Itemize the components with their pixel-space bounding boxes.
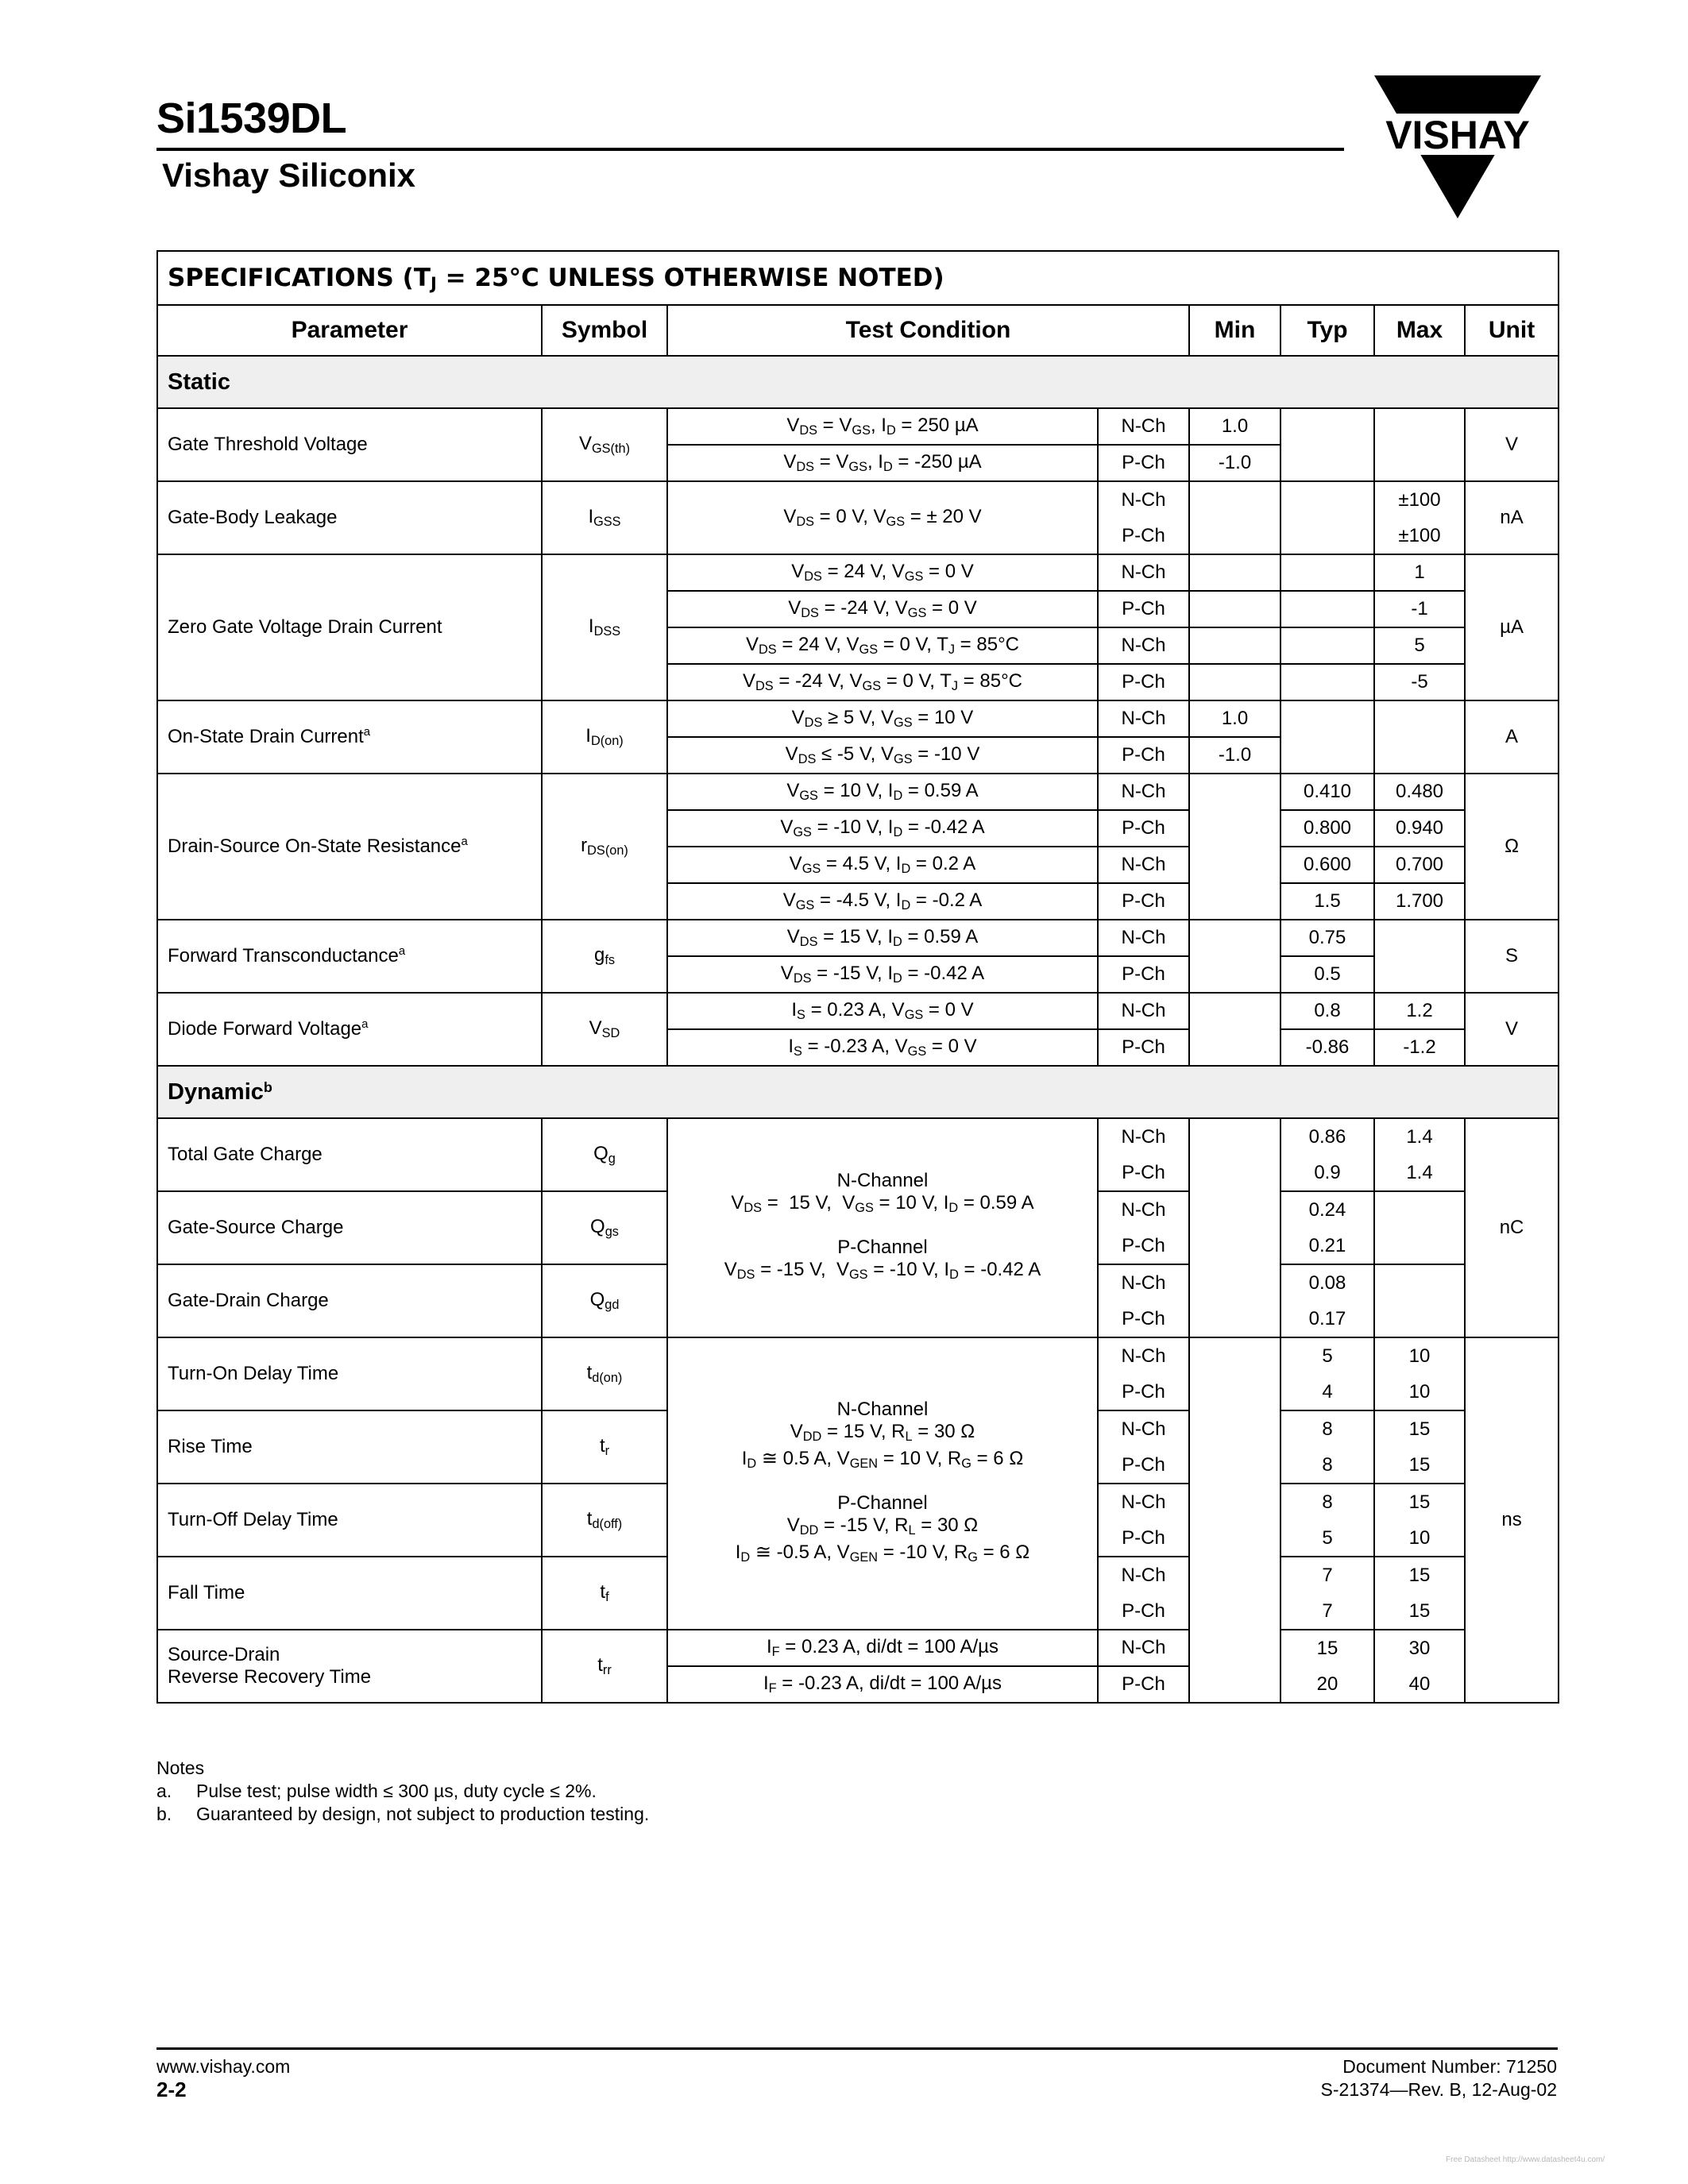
channel-cell: N-Ch [1098, 1630, 1189, 1666]
specifications-table [156, 250, 1559, 1704]
col-header: Unit [1465, 305, 1559, 356]
unit-cell: A [1465, 700, 1559, 774]
max-cell: ±100 [1374, 481, 1465, 518]
typ-cell: 0.86 [1280, 1118, 1374, 1155]
condition-cell: $V_{DS} = -15$ V, $I_D = -0.42$ A [667, 956, 1098, 993]
condition-cell: $V_{GS} = -10$ V, $I_D = -0.42$ A [667, 810, 1098, 847]
max-cell: 1.4 [1374, 1155, 1465, 1191]
max-cell: 1 [1374, 554, 1465, 591]
param-cell: Gate-Body Leakage [157, 481, 542, 554]
channel-cell: P-Ch [1098, 664, 1189, 700]
typ-cell: 0.9 [1280, 1155, 1374, 1191]
typ-cell [1280, 591, 1374, 627]
channel-cell: N-Ch [1098, 481, 1189, 518]
typ-cell: 8 [1280, 1447, 1374, 1484]
channel-cell: P-Ch [1098, 1666, 1189, 1703]
channel-cell: P-Ch [1098, 1593, 1189, 1630]
typ-cell: 8 [1280, 1484, 1374, 1520]
typ-cell: 0.800 [1280, 810, 1374, 847]
typ-cell: 5 [1280, 1337, 1374, 1374]
header-rule [156, 148, 1344, 151]
channel-cell: N-Ch [1098, 1191, 1189, 1228]
min-cell [1189, 591, 1280, 627]
param-cell: Gate-Drain Charge [157, 1264, 542, 1337]
channel-cell: P-Ch [1098, 591, 1189, 627]
max-cell: 1.2 [1374, 993, 1465, 1029]
max-cell: 1.700 [1374, 883, 1465, 920]
channel-cell: N-Ch [1098, 847, 1189, 883]
channel-cell: P-Ch [1098, 1228, 1189, 1264]
revision: S-21374—Rev. B, 12-Aug-02 [1320, 2079, 1557, 2100]
max-cell [1374, 700, 1465, 774]
channel-cell: P-Ch [1098, 810, 1189, 847]
symbol-cell: $Q_{gs}$ [542, 1191, 667, 1264]
typ-cell: 0.75 [1280, 920, 1374, 956]
condition-cell: $V_{DS} = 15$ V, $I_D = 0.59$ A [667, 920, 1098, 956]
channel-cell: N-Ch [1098, 1337, 1189, 1374]
typ-cell: -0.86 [1280, 1029, 1374, 1066]
document-number: Document Number: 71250 [1342, 2056, 1557, 2077]
condition-cell: $V_{DS} = V_{GS}$, $I_D = -250$ µA [667, 445, 1098, 481]
notes [156, 1757, 649, 1826]
typ-cell: 0.410 [1280, 774, 1374, 810]
note-item: a. Pulse test; pulse width ≤ 300 µs, duty cycle ≤ 2%. [156, 1781, 597, 1801]
condition-cell: $V_{DS} = 24$ V, $V_{GS} = 0$ V, $T_J = 85^\circ C$ [667, 627, 1098, 664]
unit-cell: V [1465, 408, 1559, 481]
typ-cell: 4 [1280, 1374, 1374, 1410]
table-title: SPECIFICATIONS ($T_J = 25^\circ C$ UNLESS OTHERWISE NOTED) [157, 251, 1559, 305]
channel-cell: P-Ch [1098, 737, 1189, 774]
condition-cell: $V_{DS} = -24$ V, $V_{GS} = 0$ V [667, 591, 1098, 627]
channel-cell: N-Ch [1098, 408, 1189, 445]
col-header: Min [1189, 305, 1280, 356]
typ-cell: 15 [1280, 1630, 1374, 1666]
symbol-cell: $r_{DS(on)}$ [542, 774, 667, 920]
switching-condition-cell: N-Channel $V_{DD} = 15$ V, $R_L = 30$ Ω $I_D$ ≅ 0.5 A, $V_{GEN} = 10$ V, $R_G = 6$ Ω P-Channel $V_{DD} = -15$ V, $R_L = 30$ Ω $I_D$ ≅ -0.5 A, $V_{GEN} = -10$ V, $R_G = 6$ Ω [667, 1337, 1098, 1630]
typ-cell [1280, 408, 1374, 481]
channel-cell: N-Ch [1098, 993, 1189, 1029]
watermark: Free Datasheet http://www.datasheet4u.com/ [1446, 2155, 1605, 2164]
typ-cell [1280, 554, 1374, 591]
company-name: Vishay Siliconix [162, 156, 416, 194]
col-header: Typ [1280, 305, 1374, 356]
param-cell: Forward Transconductance$^a$ [157, 920, 542, 993]
max-cell: -1.2 [1374, 1029, 1465, 1066]
condition-cell: $V_{DS} = -24$ V, $V_{GS} = 0$ V, $T_J = 85^\circ C$ [667, 664, 1098, 700]
max-cell: ±100 [1374, 518, 1465, 554]
min-cell [1189, 554, 1280, 591]
col-header: Parameter [157, 305, 542, 356]
typ-cell: 8 [1280, 1410, 1374, 1447]
notes-heading: Notes [156, 1758, 205, 1778]
max-cell: 10 [1374, 1337, 1465, 1374]
typ-cell: 0.24 [1280, 1191, 1374, 1228]
min-cell: -1.0 [1189, 737, 1280, 774]
symbol-cell: $I_{D(on)}$ [542, 700, 667, 774]
typ-cell: 1.5 [1280, 883, 1374, 920]
param-cell: Gate-Source Charge [157, 1191, 542, 1264]
param-cell: Drain-Source On-State Resistance$^a$ [157, 774, 542, 920]
param-cell: On-State Drain Current$^a$ [157, 700, 542, 774]
channel-cell: N-Ch [1098, 1118, 1189, 1155]
typ-cell: 0.17 [1280, 1301, 1374, 1337]
col-header: Test Condition [667, 305, 1189, 356]
typ-cell: 5 [1280, 1520, 1374, 1557]
channel-cell: N-Ch [1098, 920, 1189, 956]
max-cell: 1.4 [1374, 1118, 1465, 1155]
max-cell: 40 [1374, 1666, 1465, 1703]
param-cell: Total Gate Charge [157, 1118, 542, 1191]
symbol-cell: $g_{fs}$ [542, 920, 667, 993]
part-number: Si1539DL [156, 95, 347, 142]
col-header: Symbol [542, 305, 667, 356]
channel-cell: P-Ch [1098, 445, 1189, 481]
channel-cell: P-Ch [1098, 1301, 1189, 1337]
symbol-cell: $V_{SD}$ [542, 993, 667, 1066]
typ-cell: 0.8 [1280, 993, 1374, 1029]
unit-cell: ns [1465, 1337, 1559, 1703]
max-cell: 30 [1374, 1630, 1465, 1666]
max-cell: 15 [1374, 1484, 1465, 1520]
symbol-cell: $t_f$ [542, 1557, 667, 1630]
symbol-cell: $Q_{gd}$ [542, 1264, 667, 1337]
channel-cell: N-Ch [1098, 1264, 1189, 1301]
symbol-cell: $I_{DSS}$ [542, 554, 667, 700]
param-cell: Zero Gate Voltage Drain Current [157, 554, 542, 700]
unit-cell: V [1465, 993, 1559, 1066]
page-number: 2-2 [156, 2078, 187, 2101]
condition-cell: $V_{DS} \le -5$ V, $V_{GS} = -10$ V [667, 737, 1098, 774]
min-cell [1189, 774, 1280, 920]
condition-cell: $V_{GS} = 10$ V, $I_D = 0.59$ A [667, 774, 1098, 810]
unit-cell: S [1465, 920, 1559, 993]
param-cell: Turn-Off Delay Time [157, 1484, 542, 1557]
typ-cell [1280, 627, 1374, 664]
condition-cell: $V_{DS} \ge 5$ V, $V_{GS} = 10$ V [667, 700, 1098, 737]
param-cell: Gate Threshold Voltage [157, 408, 542, 481]
param-cell: Turn-On Delay Time [157, 1337, 542, 1410]
max-cell: 15 [1374, 1593, 1465, 1630]
condition-cell: $I_S = -0.23$ A, $V_{GS} = 0$ V [667, 1029, 1098, 1066]
param-cell: Rise Time [157, 1410, 542, 1484]
channel-cell: P-Ch [1098, 883, 1189, 920]
channel-cell: P-Ch [1098, 1155, 1189, 1191]
typ-cell [1280, 481, 1374, 554]
symbol-cell: $V_{GS(th)}$ [542, 408, 667, 481]
typ-cell [1280, 700, 1374, 774]
param-cell: Source-Drain Reverse Recovery Time [157, 1630, 542, 1703]
max-cell: 15 [1374, 1447, 1465, 1484]
max-cell: 5 [1374, 627, 1465, 664]
condition-cell: $V_{DS} = 0$ V, $V_{GS}$ = ± 20 V [667, 481, 1098, 554]
max-cell: 0.480 [1374, 774, 1465, 810]
max-cell: 15 [1374, 1410, 1465, 1447]
channel-cell: N-Ch [1098, 774, 1189, 810]
channel-cell: P-Ch [1098, 1374, 1189, 1410]
max-cell [1374, 1191, 1465, 1264]
vishay-logo [1374, 75, 1541, 218]
typ-cell: 0.5 [1280, 956, 1374, 993]
channel-cell: P-Ch [1098, 518, 1189, 554]
logo-text: VISHAY [1385, 113, 1530, 157]
typ-cell: 0.08 [1280, 1264, 1374, 1301]
unit-cell: Ω [1465, 774, 1559, 920]
max-cell: 15 [1374, 1557, 1465, 1593]
typ-cell: 20 [1280, 1666, 1374, 1703]
footer-left [156, 2055, 290, 2101]
max-cell: -1 [1374, 591, 1465, 627]
channel-cell: N-Ch [1098, 700, 1189, 737]
section-static: Static [157, 356, 1559, 408]
min-cell [1189, 1337, 1280, 1703]
param-cell: Diode Forward Voltage$^a$ [157, 993, 542, 1066]
min-cell [1189, 664, 1280, 700]
max-cell: 10 [1374, 1374, 1465, 1410]
typ-cell: 7 [1280, 1557, 1374, 1593]
unit-cell: nA [1465, 481, 1559, 554]
condition-cell: $I_F = 0.23$ A, di/dt = 100 A/µs [667, 1630, 1098, 1666]
min-cell [1189, 1118, 1280, 1337]
footer-right [1160, 2055, 1557, 2101]
unit-cell: nC [1465, 1118, 1559, 1337]
typ-cell [1280, 664, 1374, 700]
charge-condition-cell: N-Channel $V_{DS} = 15$ V, $V_{GS} = 10$ V, $I_D = 0.59$ A P-Channel $V_{DS} = -15$ V, $V_{GS} = -10$ V, $I_D = -0.42$ A [667, 1118, 1098, 1337]
condition-cell: $V_{GS} = 4.5$ V, $I_D = 0.2$ A [667, 847, 1098, 883]
channel-cell: N-Ch [1098, 627, 1189, 664]
channel-cell: N-Ch [1098, 1484, 1189, 1520]
channel-cell: N-Ch [1098, 554, 1189, 591]
website-link[interactable]: www.vishay.com [156, 2056, 291, 2077]
min-cell [1189, 627, 1280, 664]
col-header: Max [1374, 305, 1465, 356]
min-cell: 1.0 [1189, 408, 1280, 445]
symbol-cell: $t_{d(off)}$ [542, 1484, 667, 1557]
symbol-cell: $I_{GSS}$ [542, 481, 667, 554]
symbol-cell: $t_{d(on)}$ [542, 1337, 667, 1410]
note-item: b. Guaranteed by design, not subject to production testing. [156, 1804, 650, 1824]
typ-cell: 0.600 [1280, 847, 1374, 883]
symbol-cell: $t_r$ [542, 1410, 667, 1484]
min-cell [1189, 993, 1280, 1066]
max-cell: 0.940 [1374, 810, 1465, 847]
channel-cell: P-Ch [1098, 1447, 1189, 1484]
max-cell: 10 [1374, 1520, 1465, 1557]
max-cell [1374, 920, 1465, 993]
max-cell [1374, 408, 1465, 481]
channel-cell: N-Ch [1098, 1557, 1189, 1593]
typ-cell: 7 [1280, 1593, 1374, 1630]
condition-cell: $V_{GS} = -4.5$ V, $I_D = -0.2$ A [667, 883, 1098, 920]
symbol-cell: $Q_g$ [542, 1118, 667, 1191]
max-cell: 0.700 [1374, 847, 1465, 883]
condition-cell: $V_{DS} = V_{GS}$, $I_D = 250$ µA [667, 408, 1098, 445]
max-cell [1374, 1264, 1465, 1337]
channel-cell: P-Ch [1098, 956, 1189, 993]
min-cell [1189, 481, 1280, 554]
min-cell [1189, 920, 1280, 993]
unit-cell: µA [1465, 554, 1559, 700]
condition-cell: $I_F = -0.23$ A, di/dt = 100 A/µs [667, 1666, 1098, 1703]
channel-cell: P-Ch [1098, 1029, 1189, 1066]
footer-rule [156, 2047, 1558, 2050]
param-cell: Fall Time [157, 1557, 542, 1630]
condition-cell: $I_S = 0.23$ A, $V_{GS} = 0$ V [667, 993, 1098, 1029]
max-cell: -5 [1374, 664, 1465, 700]
min-cell: 1.0 [1189, 700, 1280, 737]
channel-cell: N-Ch [1098, 1410, 1189, 1447]
channel-cell: P-Ch [1098, 1520, 1189, 1557]
min-cell: -1.0 [1189, 445, 1280, 481]
condition-cell: $V_{DS} = 24$ V, $V_{GS} = 0$ V [667, 554, 1098, 591]
section-dynamic: Dynamic$^b$ [157, 1066, 1559, 1118]
typ-cell: 0.21 [1280, 1228, 1374, 1264]
symbol-cell: $t_{rr}$ [542, 1630, 667, 1703]
